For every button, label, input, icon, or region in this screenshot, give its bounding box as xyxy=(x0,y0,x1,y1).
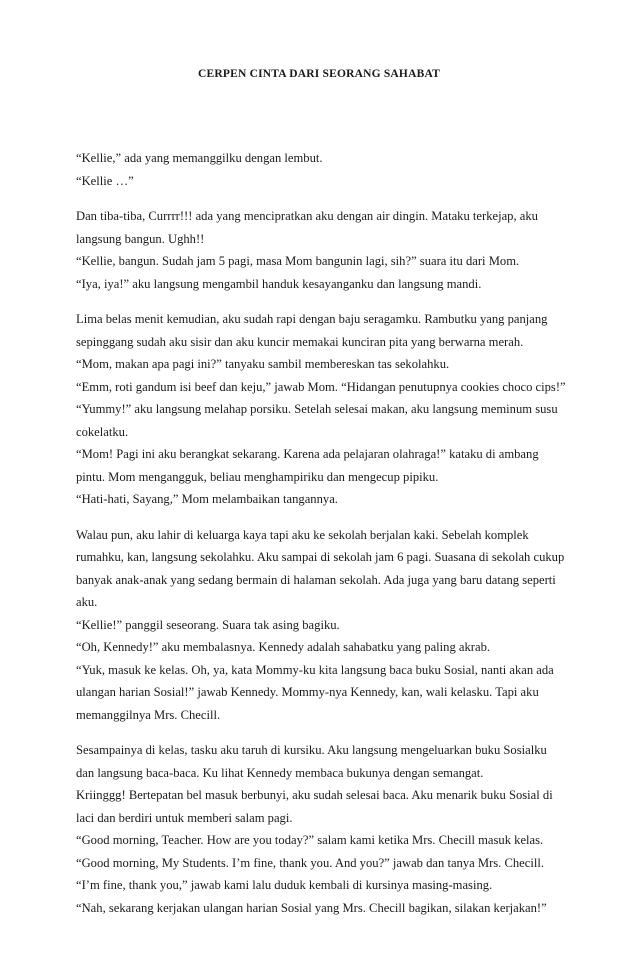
text-line: “Mom, makan apa pagi ini?” tanyaku sambil membereskan tas sekolahku. xyxy=(76,357,450,371)
text-line: pintu. Mom mengangguk, beliau menghampiriku dan mengecup pipiku. xyxy=(76,469,439,484)
text-line: “Yummy!” aku langsung melahap porsiku. Setelah selesai makan, aku langsung meminum susu xyxy=(76,402,558,416)
text-line: “Nah, sekarang kerjakan ulangan harian Sosial yang Mrs. Checill bagikan, silakan kerjakan!” xyxy=(76,900,547,915)
text-line: Walau pun, aku lahir di keluarga kaya tapi aku ke sekolah berjalan kaki. Sebelah komplek xyxy=(76,527,529,542)
text-line: langsung bangun. Ughh!! xyxy=(76,231,205,246)
text-line: rumahku, kan, langsung sekolahku. Aku sampai di sekolah jam 6 pagi. Suasana di sekolah cukup xyxy=(76,550,565,564)
paragraph xyxy=(76,524,576,727)
paragraph xyxy=(76,739,576,919)
text-line: aku. xyxy=(76,595,98,609)
text-line: “Kellie,” ada yang memanggilku dengan lembut. xyxy=(76,151,323,165)
text-line: laci dan berdiri untuk memberi salam pagi. xyxy=(76,810,293,825)
text-line: Kriinggg! Bertepatan bel masuk berbunyi, aku sudah selesai baca. Aku menarik buku Sosial di xyxy=(76,788,553,802)
text-line: banyak anak-anak yang sedang bermain di halaman sekolah. Ada juga yang baru datang seperti xyxy=(76,572,556,587)
text-line: “Good morning, My Students. I’m fine, thank you. And you?” jawab dan tanya Mrs. Checill. xyxy=(76,855,544,870)
text-line: “Kellie!” panggil seseorang. Suara tak asing bagiku. xyxy=(76,617,340,632)
text-line: ulangan harian Sosial!” jawab Kennedy. Mommy-nya Kennedy, kan, wali kelasku. Tapi aku xyxy=(76,685,539,699)
text-line: Sesampainya di kelas, tasku aku taruh di kursiku. Aku langsung mengeluarkan buku Sosialku xyxy=(76,743,547,757)
text-line: “Good morning, Teacher. How are you today?” salam kami ketika Mrs. Checill masuk kelas. xyxy=(76,833,544,847)
text-line: “Emm, roti gandum isi beef dan keju,” jawab Mom. “Hidangan penutupnya cookies choco cips!” xyxy=(76,379,566,394)
text-line: dan langsung baca-baca. Ku lihat Kennedy membaca bukunya dengan semangat. xyxy=(76,765,484,780)
text-line: “Iya, iya!” aku langsung mengambil handuk kesayanganku dan langsung mandi. xyxy=(76,276,482,291)
text-line: memanggilnya Mrs. Checill. xyxy=(76,707,221,722)
text-line: “Yuk, masuk ke kelas. Oh, ya, kata Mommy-ku kita langsung baca buku Sosial, nanti akan ada xyxy=(76,662,554,677)
text-line: “Hati-hati, Sayang,” Mom melambaikan tangannya. xyxy=(76,492,338,506)
text-line: Dan tiba-tiba, Currrr!!! ada yang mencipratkan aku dengan air dingin. Mataku terkejap, aku xyxy=(76,209,538,223)
text-line: “I’m fine, thank you,” jawab kami lalu duduk kembali di kursinya masing-masing. xyxy=(76,878,493,892)
paragraph xyxy=(76,205,576,295)
text-line: cokelatku. xyxy=(76,424,129,439)
story-title: CERPEN CINTA DARI SEORANG SAHABAT xyxy=(198,68,440,80)
story-body xyxy=(76,147,576,932)
paragraph xyxy=(76,308,576,511)
text-line: “Kellie …” xyxy=(76,173,134,188)
paragraph xyxy=(76,147,576,192)
text-line: Lima belas menit kemudian, aku sudah rapi dengan baju seragamku. Rambutku yang panjang xyxy=(76,312,548,326)
text-line: sepinggang sudah aku sisir dan aku kuncir memakai kunciran pita yang berwarna merah. xyxy=(76,334,524,349)
text-line: “Mom! Pagi ini aku berangkat sekarang. Karena ada pelajaran olahraga!” kataku di ambang xyxy=(76,447,539,461)
text-line: “Kellie, bangun. Sudah jam 5 pagi, masa Mom bangunin lagi, sih?” suara itu dari Mom. xyxy=(76,254,520,268)
text-line: “Oh, Kennedy!” aku membalasnya. Kennedy adalah sahabatku yang paling akrab. xyxy=(76,640,491,654)
